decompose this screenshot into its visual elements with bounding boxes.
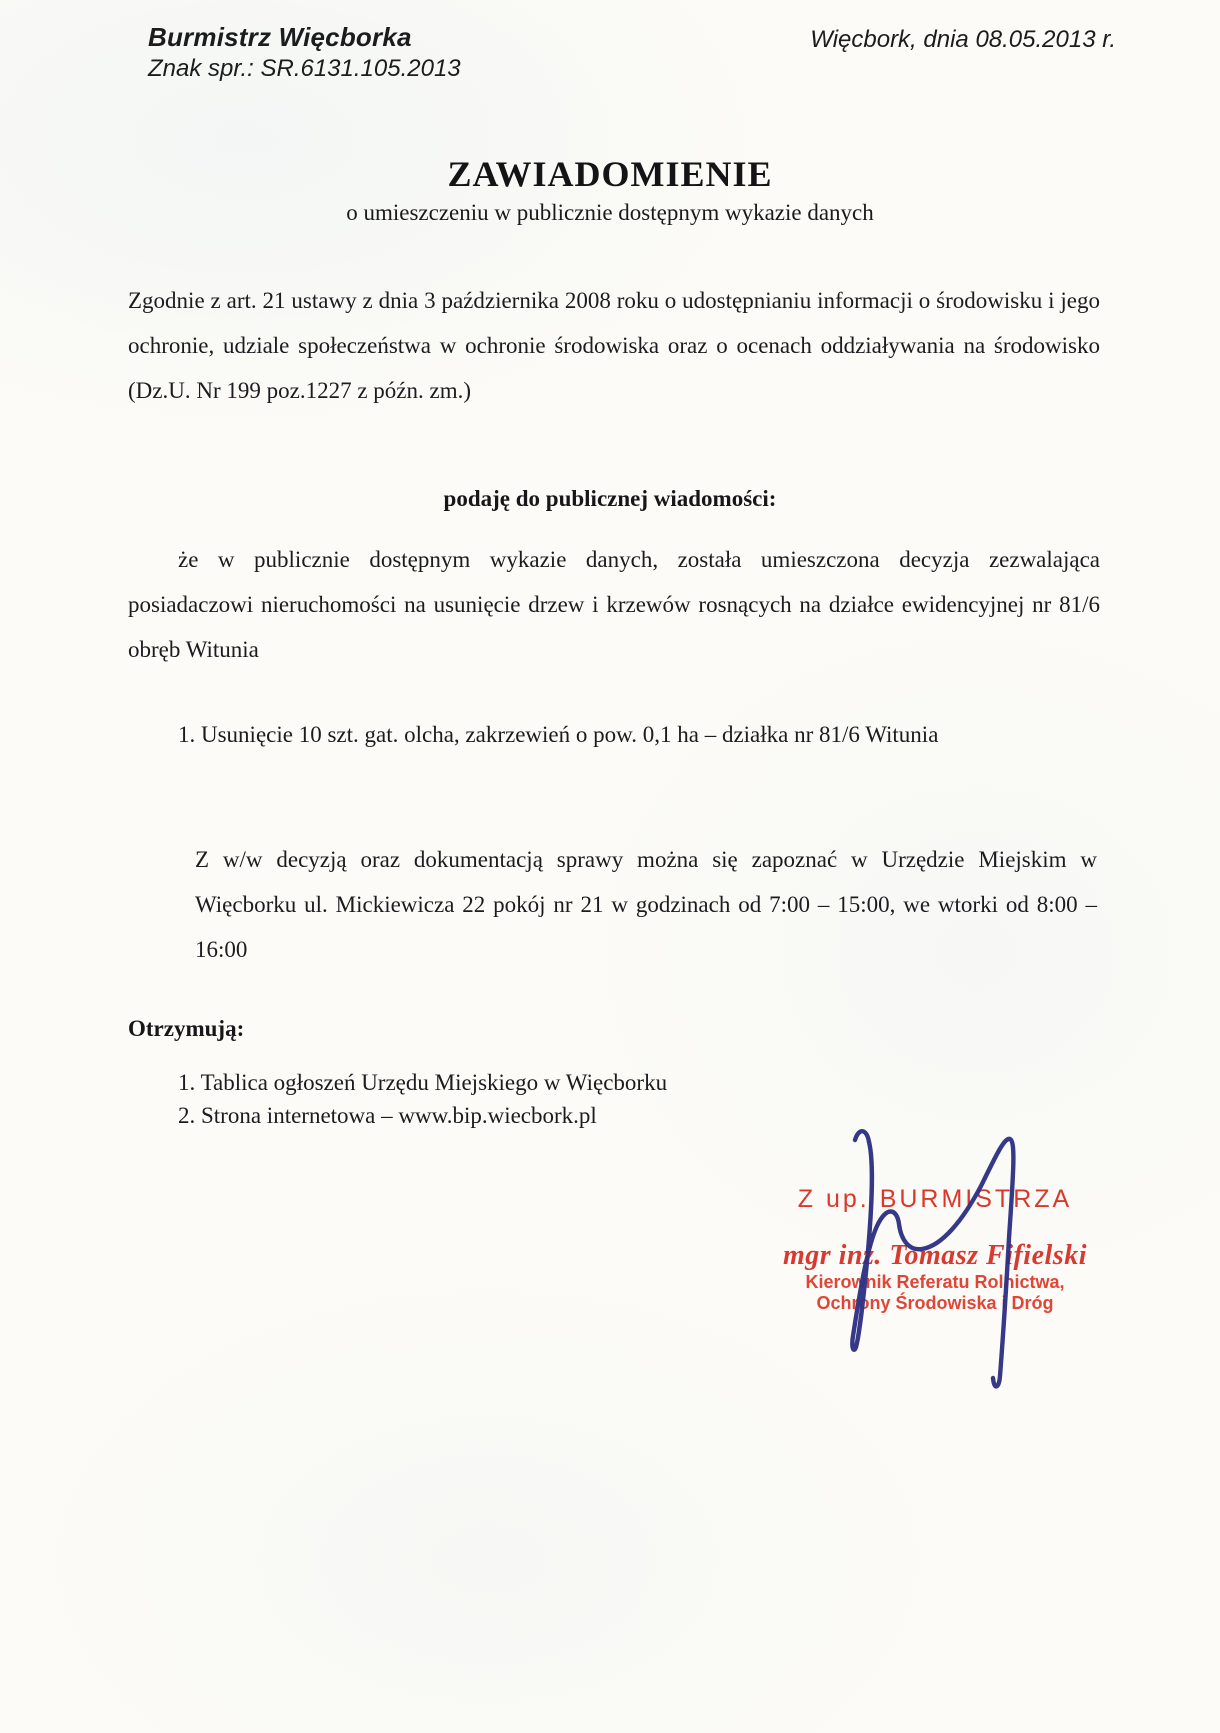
case-number: Znak spr.: SR.6131.105.2013	[148, 55, 461, 82]
sender-name: Burmistrz Więcborka	[148, 22, 412, 52]
signature-stroke-hook	[855, 1131, 869, 1142]
recipients-list	[178, 1066, 667, 1132]
recipient-item: 2. Strona internetowa – www.bip.wiecbork.pl	[178, 1103, 597, 1128]
document-subtitle: o umieszczeniu w publicznie dostępnym wykazie danych	[346, 200, 874, 225]
recipient-item: 1. Tablica ogłoszeń Urzędu Miejskiego w Więcborku	[178, 1070, 668, 1095]
stamp-signer-name: mgr inż. Tomasz Fifielski	[783, 1240, 1087, 1271]
legal-basis-paragraph: Zgodnie z art. 21 ustawy z dnia 3 października 2008 roku o udostępnianiu informacji o środowisku i jego ochronie, udziale społeczeństwa w ochronie środowiska oraz o ocenach oddziaływania na środowisko (Dz.U. Nr 199 poz.1227 z późn. zm.)	[128, 288, 1100, 403]
signature-stroke-main	[852, 1139, 1013, 1387]
place-date: Więcbork, dnia 08.05.2013 r.	[810, 26, 1116, 53]
document-title: ZAWIADOMIENIE	[447, 154, 773, 194]
access-info-paragraph: Z w/w decyzją oraz dokumentacją sprawy można się zapoznać w Urzędzie Miejskim w Więcborku ul. Mickiewicza 22 pokój nr 21 w godzinach od 7:00 – 15:00, we wtorki od 8:00 – 16:00	[195, 847, 1097, 962]
announcement-body-paragraph: że w publicznie dostępnym wykazie danych, została umieszczona decyzja zezwalająca posiadaczowi nieruchomości na usunięcie drzew i krzewów rosnących na działce ewidencyjnej nr 81/6 obręb Witunia	[128, 547, 1100, 662]
sender-block	[148, 22, 461, 84]
decision-item: 1. Usunięcie 10 szt. gat. olcha, zakrzewień o pow. 0,1 ha – działka nr 81/6 Witunia	[178, 722, 939, 747]
handwritten-signature	[838, 1118, 1028, 1398]
stamp-signer-title-line1: Kierownik Referatu Rolnictwa,	[805, 1272, 1065, 1292]
announcement-lead: podaję do publicznej wiadomości:	[443, 486, 777, 511]
title-block	[0, 152, 1220, 230]
recipients-heading: Otrzymują:	[128, 1016, 245, 1041]
stamp-authorization: Z up. BURMISTRZA	[797, 1185, 1073, 1213]
stamp-signer-title-line2: Ochrony Środowiska i Dróg	[816, 1293, 1054, 1313]
